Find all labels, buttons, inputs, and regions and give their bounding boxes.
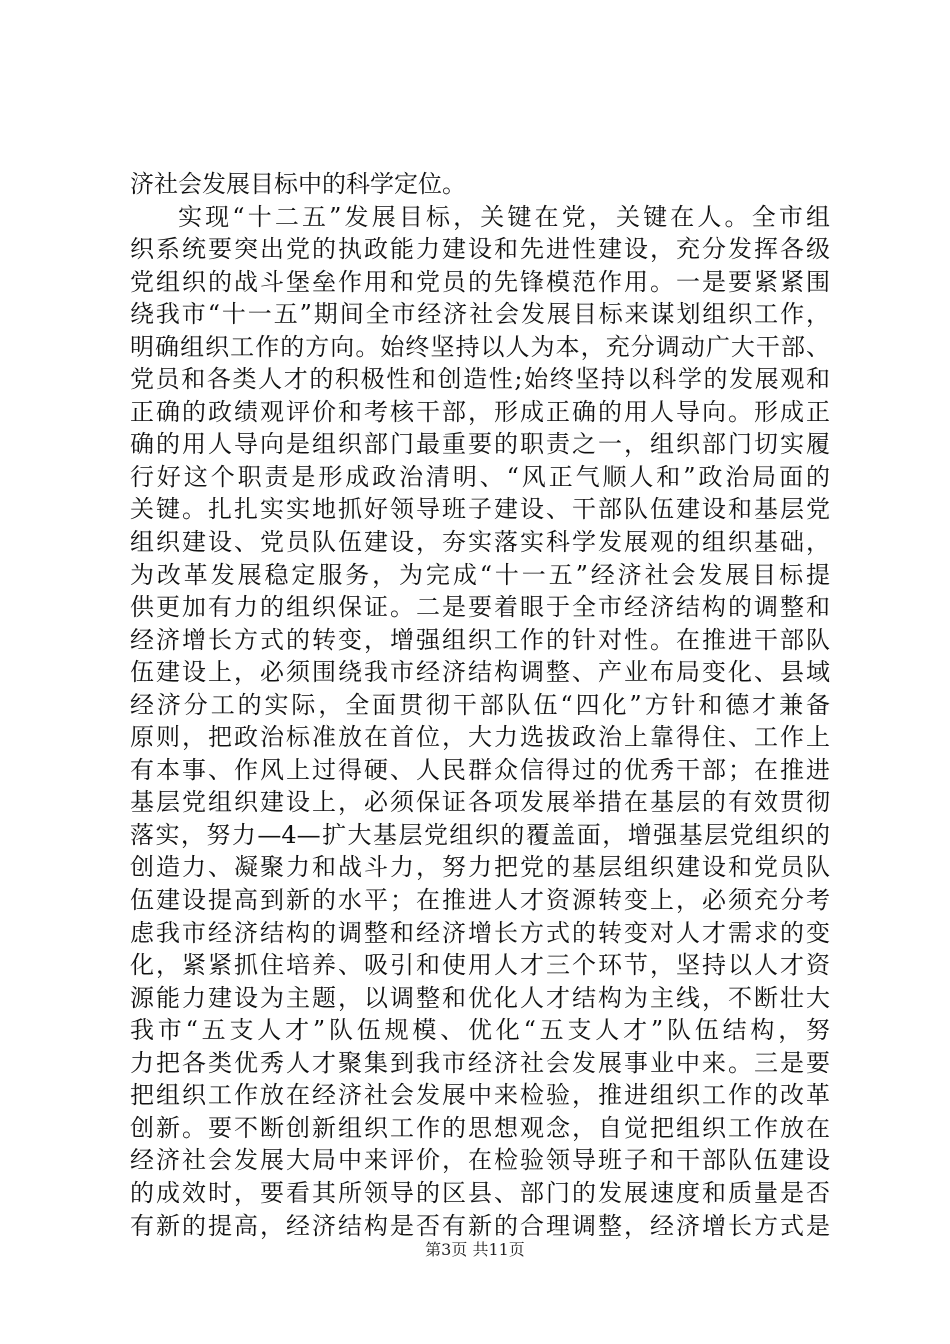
text-line: 化，紧紧抓住培养、吸引和使用人才三个环节，坚持以人才资 xyxy=(130,951,830,980)
text-line: 基层党组织建设上，必须保证各项发展举措在基层的有效贯彻 xyxy=(130,788,830,817)
text-line: 绕我市“十一五”期间全市经济社会发展目标来谋划组织工作， xyxy=(130,300,830,329)
text-line: 源能力建设为主题，以调整和优化人才结构为主线，不断壮大 xyxy=(130,983,830,1012)
text-line: 为改革发展稳定服务，为完成“十一五”经济社会发展目标提 xyxy=(130,560,830,589)
body-text xyxy=(130,168,830,1242)
text-line: 组织建设、党员队伍建设，夯实落实科学发展观的组织基础， xyxy=(130,528,830,557)
page-number-footer: 第3页 共11页 xyxy=(425,1240,525,1259)
text-line: 伍建设提高到新的水平；在推进人才资源转变上，必须充分考 xyxy=(130,886,830,915)
text-line: 的成效时，要看其所领导的区县、部门的发展速度和质量是否 xyxy=(130,1178,830,1207)
text-line: 经济分工的实际，全面贯彻干部队伍“四化”方针和德才兼备 xyxy=(130,690,830,719)
text-line: 原则，把政治标准放在首位，大力选拔政治上靠得住、工作上 xyxy=(130,723,830,752)
text-line: 落实，努力—4—扩大基层党组织的覆盖面，增强基层党组织的 xyxy=(130,820,830,849)
text-line: 正确的政绩观评价和考核干部，形成正确的用人导向。形成正 xyxy=(130,397,830,426)
text-line: 有本事、作风上过得硬、人民群众信得过的优秀干部；在推进 xyxy=(130,755,830,784)
text-line: 创造力、凝聚力和战斗力，努力把党的基层组织建设和党员队 xyxy=(130,853,830,882)
text-line: 党员和各类人才的积极性和创造性;始终坚持以科学的发展观和 xyxy=(130,365,830,394)
text-line: 经济社会发展大局中来评价，在检验领导班子和干部队伍建设 xyxy=(130,1146,830,1175)
text-line: 行好这个职责是形成政治清明、“风正气顺人和”政治局面的 xyxy=(130,462,830,491)
text-line: 济社会发展目标中的科学定位。 xyxy=(130,170,466,198)
text-line: 明确组织工作的方向。始终坚持以人为本，充分调动广大干部、 xyxy=(130,332,830,361)
text-line: 织系统要突出党的执政能力建设和先进性建设，充分发挥各级 xyxy=(130,235,830,264)
text-line: 确的用人导向是组织部门最重要的职责之一，组织部门切实履 xyxy=(130,430,830,459)
text-line: 把组织工作放在经济社会发展中来检验，推进组织工作的改革 xyxy=(130,1081,830,1110)
text-line: 力把各类优秀人才聚集到我市经济社会发展事业中来。三是要 xyxy=(130,1048,830,1077)
text-line: 有新的提高，经济结构是否有新的合理调整，经济增长方式是 xyxy=(130,1211,830,1240)
text-line: 创新。要不断创新组织工作的思想观念，自觉把组织工作放在 xyxy=(130,1113,830,1142)
text-line: 供更加有力的组织保证。二是要着眼于全市经济结构的调整和 xyxy=(130,593,830,622)
text-line: 党组织的战斗堡垒作用和党员的先锋模范作用。一是要紧紧围 xyxy=(130,267,830,296)
text-line: 经济增长方式的转变，增强组织工作的针对性。在推进干部队 xyxy=(130,625,830,654)
text-line: 关键。扎扎实实地抓好领导班子建设、干部队伍建设和基层党 xyxy=(130,495,830,524)
text-line: 我市“五支人才”队伍规模、优化“五支人才”队伍结构，努 xyxy=(130,1016,830,1045)
text-line: 伍建设上，必须围绕我市经济结构调整、产业布局变化、县域 xyxy=(130,658,830,687)
text-line: 实现“十二五”发展目标，关键在党，关键在人。全市组 xyxy=(178,202,830,231)
text-line: 虑我市经济结构的调整和经济增长方式的转变对人才需求的变 xyxy=(130,918,830,947)
